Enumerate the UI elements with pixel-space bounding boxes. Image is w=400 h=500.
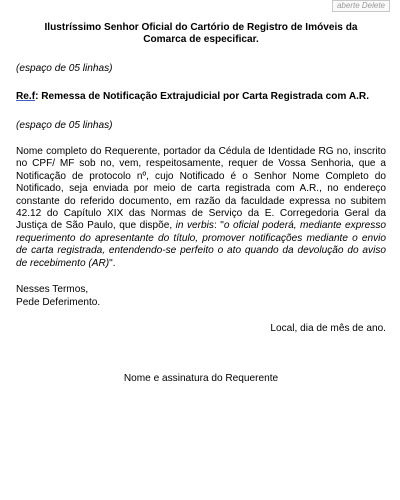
body-in-verbis: in verbis	[175, 220, 214, 232]
closing-block	[16, 284, 386, 309]
spacing-note-2: (espaço de 05 linhas)	[16, 119, 113, 131]
reference-label: Re.f	[16, 91, 36, 103]
body-end: ".	[109, 257, 116, 269]
request-body	[16, 146, 386, 270]
document-page	[16, 22, 386, 386]
place-date: Local, dia de mês de ano.	[270, 322, 386, 334]
body-quote: o oficial poderá, mediante expresso requerimento do apresentante do título, promover notificações mediante o envio de carta registrada, entendendo-se perfeito o ato quando da devolução do aviso de recebimento (AR)	[16, 220, 386, 269]
signature-label: Nome e assinatura do Requerente	[123, 373, 279, 385]
closing-line-2: Pede Deferimento.	[16, 296, 101, 308]
reference-line	[16, 91, 386, 103]
addressee-heading: Ilustríssimo Senhor Oficial do Cartório de Registro de Imóveis da Comarca de especificar.	[44, 22, 358, 46]
watermark-label: aberte Delete	[332, 0, 390, 12]
closing-line-1: Nesses Termos,	[16, 284, 89, 296]
top-toolbar	[0, 0, 400, 14]
body-part-1: Nome completo do Requerente, portador da Cédula de Identidade RG no, inscrito no CPF/ MF sob no, vem, respeitosamente, requer de Vossa Senhoria, que a Notificação de protocolo nº, cujo Notificado é o Senhor Nome Completo do Notificado, seja enviada por meio de carta registrada com A.R., no endereço constante do referido documento, em razão da faculdade expressa no subitem 42.12 do Capítulo XIX das Normas de Serviço da E. Corregedoria Geral da Justiça de São Paulo, que dispõe,	[16, 146, 386, 232]
spacing-note-1: (espaço de 05 linhas)	[16, 62, 113, 74]
reference-text: : Remessa de Notificação Extrajudicial por Carta Registrada com A.R.	[35, 91, 370, 103]
body-part-2: : "	[213, 220, 224, 232]
